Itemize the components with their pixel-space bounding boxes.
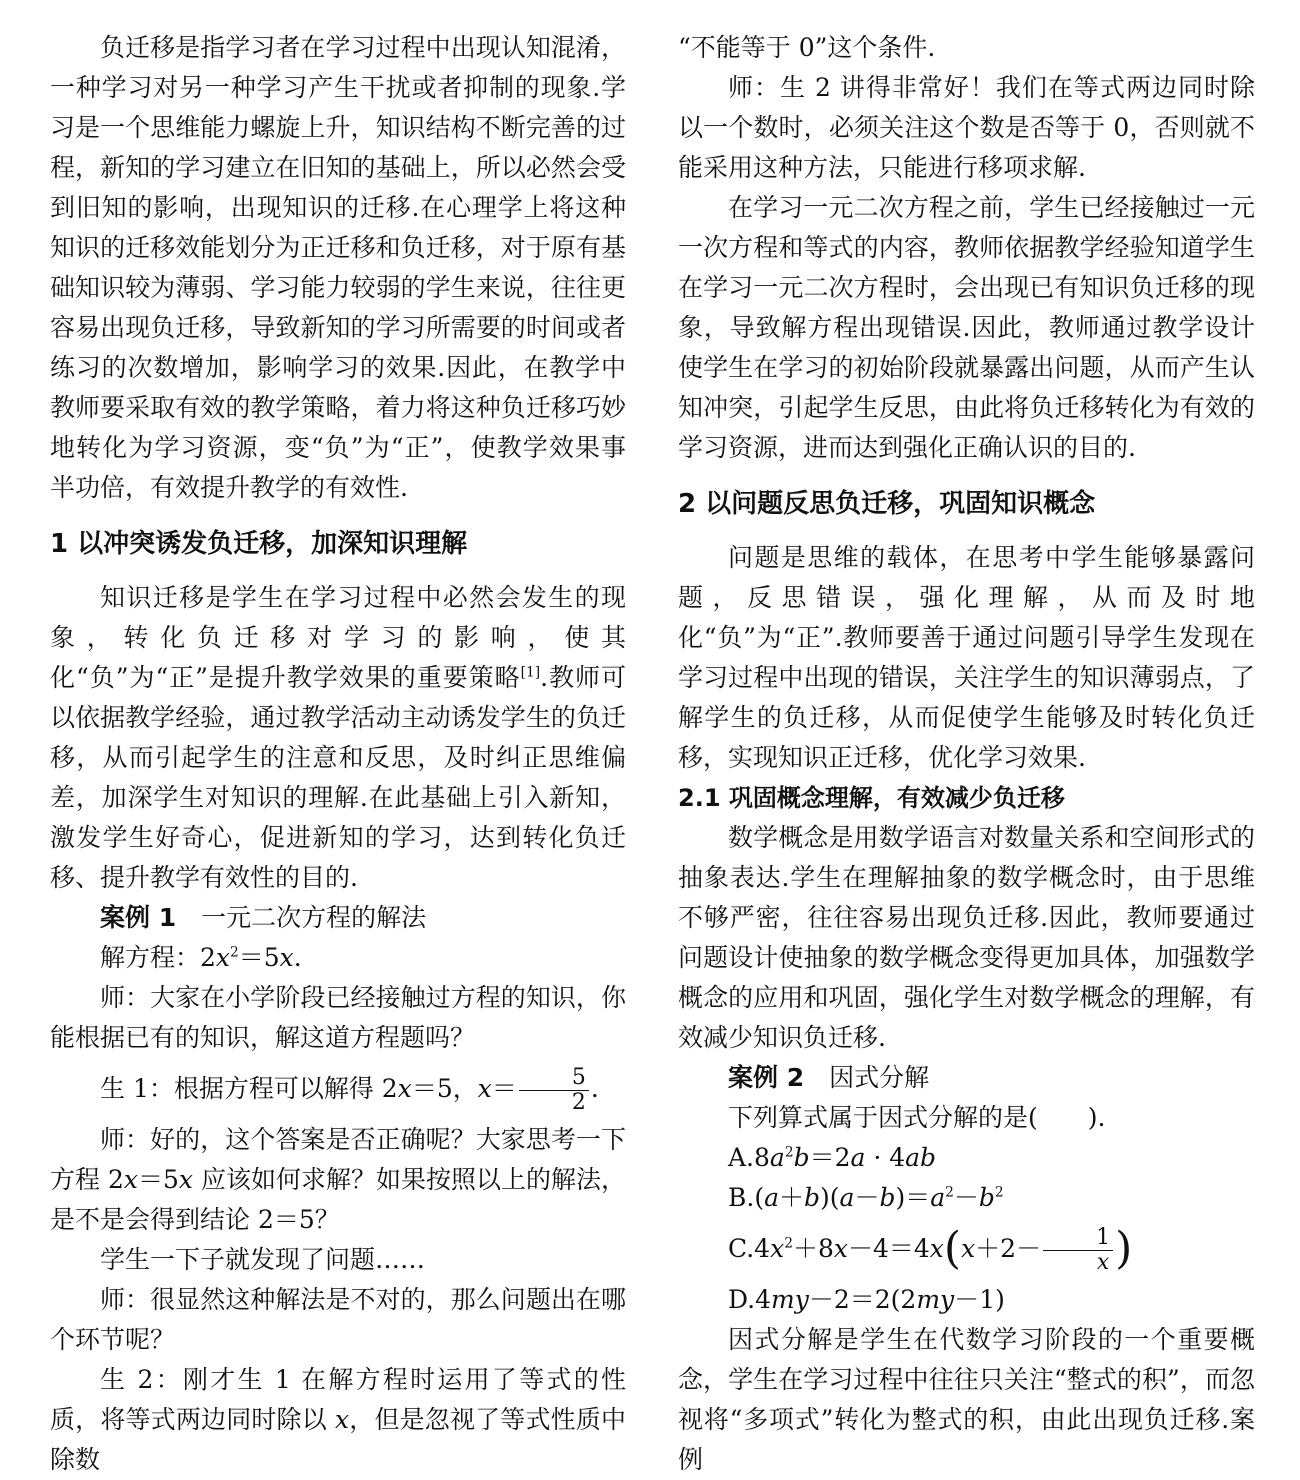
opt-a-var-3: a bbox=[850, 1143, 866, 1172]
opt-a-exp: 2 bbox=[784, 1144, 794, 1161]
equation-exponent: 2 bbox=[230, 944, 239, 961]
section-2-paragraph: 问题是思维的载体，在思考中学生能够暴露问题，反思错误，强化理解，从而及时地化“负”为“正”.教师要善于通过问题引导学生发现在学习过程中出现的错误，关注学生的知识薄弱点，了解学生的负迁移，从而促使学生能够及时转化负迁移，实现知识正迁移，优化学习效果. bbox=[678, 543, 1255, 772]
opt-c-exp: 2 bbox=[784, 1235, 793, 1252]
student-1-end: . bbox=[590, 1074, 599, 1103]
case-1-topic: 一元二次方程的解法 bbox=[201, 903, 427, 932]
student-2-var: x bbox=[335, 1405, 350, 1434]
equation-var: x bbox=[215, 943, 231, 972]
opt-b-m: － bbox=[953, 1183, 979, 1212]
final-paragraph: 因式分解是学生在代数学习阶段的一个重要概念，学生在学习过程中往往只关注“整式的积”，而忽视将“多项式”转化为整式的积，由此出现负迁移.案例 bbox=[678, 1325, 1255, 1474]
section-2-1-heading: 2.1 巩固概念理解，有效减少负迁移 bbox=[678, 784, 1065, 812]
student-1-line bbox=[50, 1058, 626, 1120]
equation-prefix: 解方程：2 bbox=[100, 943, 216, 972]
section-1-heading: 1 以冲突诱发负迁移，加深知识理解 bbox=[50, 529, 468, 559]
case-2-topic: 因式分解 bbox=[829, 1063, 930, 1092]
opt-c-mid2: －4＝4 bbox=[847, 1234, 930, 1263]
case-1-label: 案例 1 bbox=[100, 903, 177, 932]
opt-c-mid3: ＋2－ bbox=[975, 1234, 1042, 1263]
opt-d-var-2: my bbox=[916, 1285, 955, 1314]
opt-a-var-2: b bbox=[793, 1143, 810, 1172]
opt-c-numerator: 1 bbox=[1043, 1226, 1113, 1251]
teacher-2-text-b: ＝5 bbox=[137, 1165, 179, 1194]
opt-b-a3: a bbox=[930, 1183, 946, 1212]
opt-b-eq: )＝ bbox=[895, 1183, 931, 1212]
fraction-five-halves bbox=[519, 1066, 589, 1115]
student-2-text-a: 生 2：刚才生 1 在解方程时运用了等式的性质，将等式两边同时除以 bbox=[50, 1365, 626, 1434]
option-c bbox=[678, 1218, 1255, 1280]
student-1-text-b: ＝5， bbox=[411, 1074, 478, 1103]
option-d bbox=[678, 1280, 1255, 1320]
opt-b-mid: )( bbox=[820, 1183, 840, 1212]
case-1-title bbox=[50, 898, 626, 938]
opt-d-mid: －2＝2(2 bbox=[808, 1285, 917, 1314]
opt-c-x3: x bbox=[929, 1234, 944, 1263]
fraction-denominator: 2 bbox=[571, 1090, 586, 1115]
opt-a-dot: · 4 bbox=[865, 1143, 906, 1172]
opt-c-pre: C.4 bbox=[728, 1234, 771, 1263]
section-1-paragraph bbox=[50, 578, 626, 898]
opt-b-b2: b bbox=[879, 1183, 896, 1212]
opt-b-exp-2: 2 bbox=[994, 1184, 1004, 1201]
opt-b-pre: B.( bbox=[728, 1183, 765, 1212]
opt-b-b1: b bbox=[804, 1183, 821, 1212]
opt-d-pre: D.4 bbox=[728, 1285, 772, 1314]
teacher-2-text-c: 应该如何求解？如果按照以上的解法，是不是会得到结论 2＝5？ bbox=[50, 1165, 627, 1234]
fraction-numerator: 5 bbox=[519, 1066, 589, 1091]
student-2-line bbox=[50, 1360, 626, 1480]
equation-var-2: x bbox=[279, 943, 294, 972]
right-column bbox=[678, 28, 1255, 1480]
opt-c-left-paren: ( bbox=[943, 1223, 962, 1274]
opt-c-x2: x bbox=[833, 1234, 848, 1263]
citation-ref-1: [1] bbox=[520, 664, 541, 681]
opt-c-denominator: x bbox=[1096, 1250, 1110, 1275]
opt-c-right-paren: ) bbox=[1115, 1223, 1133, 1274]
students-line: 学生一下子就发现了问题…… bbox=[100, 1245, 426, 1274]
teacher-line-2 bbox=[50, 1120, 626, 1240]
section-1-text-a: 知识迁移是学生在学习过程中必然会发生的现象，转化负迁移对学习的影响，使其化“负”为“正”是提升教学效果的重要策略 bbox=[50, 583, 626, 692]
student-1-text-a: 生 1：根据方程可以解得 2 bbox=[100, 1074, 398, 1103]
equation-rhs: ＝5 bbox=[238, 943, 280, 972]
teacher-line-4: 师：生 2 讲得非常好！我们在等式两边同时除以一个数时，必须关注这个数是否等于 0，否则就不能采用这种方法，只能进行移项求解. bbox=[678, 73, 1255, 182]
teacher-2-var-1: x bbox=[123, 1165, 138, 1194]
opt-c-x4: x bbox=[961, 1234, 976, 1263]
teacher-2-text-a: 师：好的，这个答案是否正确呢？大家思考一下方程 2 bbox=[50, 1125, 626, 1194]
opt-c-x1: x bbox=[770, 1234, 785, 1263]
case-2-question: 下列算式属于因式分解的是( ). bbox=[728, 1103, 1106, 1132]
case-2-title bbox=[678, 1058, 1255, 1098]
teacher-line-3: 师：很显然这种解法是不对的，那么问题出在哪个环节呢？ bbox=[50, 1285, 626, 1354]
opt-a-mid: ＝2 bbox=[809, 1143, 851, 1172]
continued-line: “不能等于 0”这个条件. bbox=[678, 33, 936, 62]
opt-b-minus: － bbox=[854, 1183, 880, 1212]
student-2-text-b: ，但是忽视了等式性质中除数 bbox=[50, 1405, 626, 1474]
opt-c-fraction bbox=[1043, 1226, 1113, 1275]
opt-a-pre: A.8 bbox=[728, 1143, 770, 1172]
opt-a-var-1: a bbox=[769, 1143, 785, 1172]
case-1-equation bbox=[50, 938, 626, 978]
opt-b-b3: b bbox=[978, 1183, 995, 1212]
left-column bbox=[50, 28, 626, 1480]
opt-d-var-1: my bbox=[771, 1285, 809, 1314]
teacher-line-1: 师：大家在小学阶段已经接触过方程的知识，你能根据已有的知识，解这道方程题吗？ bbox=[50, 983, 626, 1052]
analysis-paragraph: 在学习一元二次方程之前，学生已经接触过一元一次方程和等式的内容，教师依据教学经验知道学生在学习一元二次方程时，会出现已有知识负迁移的现象，导致解方程出现错误.因此，教师通过教学设计使学生在学习的初始阶段就暴露出问题，从而产生认知冲突，引起学生反思，由此将负迁移转化为有效的学习资源，进而达到强化正确认识的目的. bbox=[678, 193, 1255, 462]
option-b bbox=[678, 1178, 1255, 1218]
opt-c-mid1: ＋8 bbox=[792, 1234, 834, 1263]
case-2-label: 案例 2 bbox=[728, 1063, 805, 1092]
opt-d-end: －1) bbox=[954, 1285, 1005, 1314]
section-2-heading: 2 以问题反思负迁移，巩固知识概念 bbox=[678, 489, 1096, 519]
option-a bbox=[678, 1138, 1255, 1178]
student-1-var-2: x bbox=[477, 1074, 492, 1103]
student-1-eq: ＝ bbox=[491, 1074, 517, 1103]
opt-a-var-4: ab bbox=[905, 1143, 937, 1172]
teacher-2-var-2: x bbox=[178, 1165, 194, 1194]
section-2-1-paragraph: 数学概念是用数学语言对数量关系和空间形式的抽象表达.学生在理解抽象的数学概念时，由于思维不够严密，往往容易出现负迁移.因此，教师要通过问题设计使抽象的数学概念变得更加具体，加强数学概念的应用和巩固，强化学生对数学概念的理解，有效减少知识负迁移. bbox=[678, 823, 1255, 1052]
intro-paragraph: 负迁移是指学习者在学习过程中出现认知混淆，一种学习对另一种学习产生干扰或者抑制的现象.学习是一个思维能力螺旋上升，知识结构不断完善的过程，新知的学习建立在旧知的基础上，所以必然会受到旧知的影响，出现知识的迁移.在心理学上将这种知识的迁移效能划分为正迁移和负迁移，对于原有基础知识较为薄弱、学习能力较弱的学生来说，往往更容易出现负迁移，导致新知的学习所需要的时间或者练习的次数增加，影响学习的效果.因此，在教学中教师要采取有效的教学策略，着力将这种负迁移巧妙地转化为学习资源，变“负”为“正”，使教学效果事半功倍，有效提升教学的有效性. bbox=[50, 33, 626, 502]
opt-b-exp-1: 2 bbox=[945, 1184, 954, 1201]
student-1-var-1: x bbox=[397, 1074, 412, 1103]
equation-end: . bbox=[293, 943, 302, 972]
opt-b-a2: a bbox=[839, 1183, 855, 1212]
section-1-text-b: .教师可以依据教学经验，通过教学活动主动诱发学生的负迁移，从而引起学生的注意和反思，及时纠正思维偏差，加深学生对知识的理解.在此基础上引入新知，激发学生好奇心，促进新知的学习，达到转化负迁移、提升教学有效性的目的. bbox=[50, 663, 626, 892]
opt-b-a1: a bbox=[764, 1183, 779, 1212]
opt-b-plus: ＋ bbox=[778, 1183, 804, 1212]
